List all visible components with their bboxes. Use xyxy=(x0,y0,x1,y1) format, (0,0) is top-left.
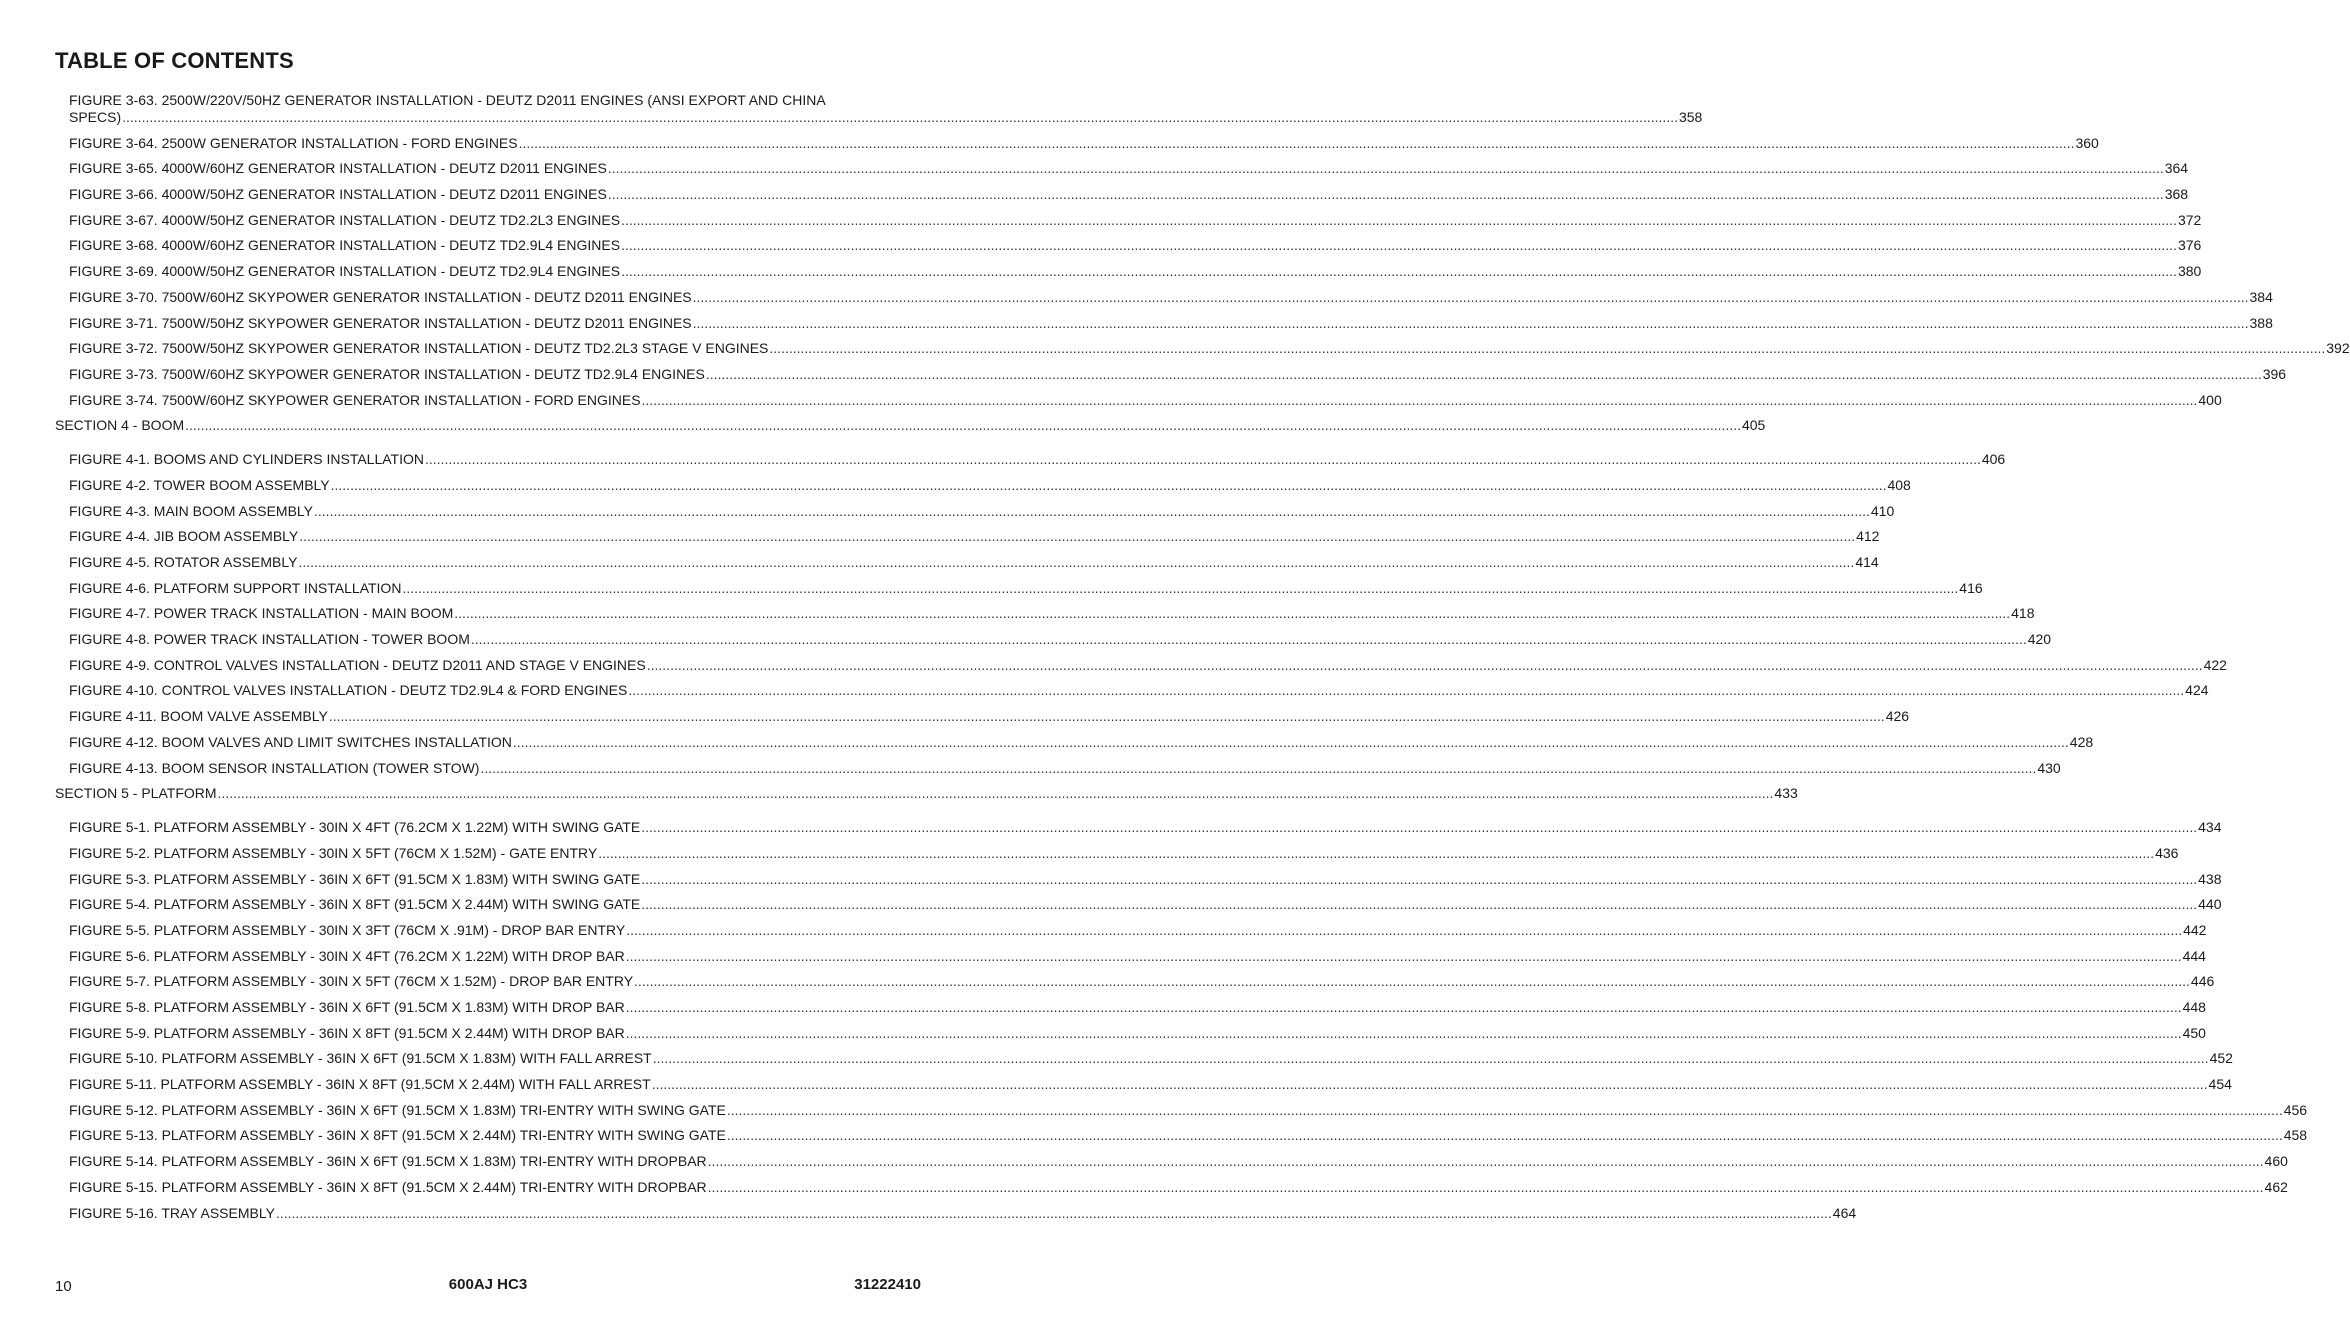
dot-leader: ................................................................................................................................................................................................................................................................................................................................................................................................................ xyxy=(705,365,2262,382)
toc-entry-page: 416 xyxy=(1959,579,1983,596)
toc-entry[interactable] xyxy=(55,1042,2233,1068)
dot-leader: ................................................................................................................................................................................................................................................................................................................................................................................................................ xyxy=(518,134,2075,151)
dot-leader: ................................................................................................................................................................................................................................................................................................................................................................................................................ xyxy=(626,921,2183,938)
dot-leader: ................................................................................................................................................................................................................................................................................................................................................................................................................ xyxy=(646,656,2203,673)
toc-entry[interactable] xyxy=(55,862,2222,888)
toc-entry-title: FIGURE 5-13. PLATFORM ASSEMBLY - 36IN X 8FT (91.5CM X 2.44M) TRI-ENTRY WITH SWING GATE xyxy=(69,1127,726,1144)
toc-entry-title: FIGURE 3-73. 7500W/60HZ SKYPOWER GENERATOR INSTALLATION - DEUTZ TD2.9L4 ENGINES xyxy=(69,365,705,382)
toc-entry[interactable] xyxy=(55,520,1880,546)
dot-leader: ................................................................................................................................................................................................................................................................................................................................................................................................................ xyxy=(598,844,2155,861)
dot-leader: ................................................................................................................................................................................................................................................................................................................................................................................................................ xyxy=(621,237,2177,254)
toc-entry-page: 396 xyxy=(2262,365,2287,382)
dot-leader: ................................................................................................................................................................................................................................................................................................................................................................................................................ xyxy=(769,340,2326,357)
dot-leader: ................................................................................................................................................................................................................................................................................................................................................................................................................ xyxy=(652,1050,2209,1067)
toc-entry-title: FIGURE 3-71. 7500W/50HZ SKYPOWER GENERATOR INSTALLATION - DEUTZ D2011 ENGINES xyxy=(69,314,692,331)
toc-entry-page: 376 xyxy=(2177,237,2202,254)
toc-entry-page: 442 xyxy=(2183,921,2207,938)
toc-entry[interactable] xyxy=(55,306,2273,332)
dot-leader: ................................................................................................................................................................................................................................................................................................................................................................................................................ xyxy=(217,785,1774,801)
dot-leader: ................................................................................................................................................................................................................................................................................................................................................................................................................ xyxy=(607,186,2164,203)
dot-leader: ................................................................................................................................................................................................................................................................................................................................................................................................................ xyxy=(625,1024,2182,1041)
toc-entry[interactable] xyxy=(55,1144,2288,1170)
toc-entry[interactable] xyxy=(55,751,2061,777)
table-of-contents xyxy=(55,90,2350,1222)
toc-entry[interactable] xyxy=(55,913,2207,939)
toc-entry-page: 364 xyxy=(2164,160,2189,177)
dot-leader: ................................................................................................................................................................................................................................................................................................................................................................................................................ xyxy=(707,1153,2264,1170)
toc-entry-title: FIGURE 5-5. PLATFORM ASSEMBLY - 30IN X 3FT (76CM X .91M) - DROP BAR ENTRY xyxy=(69,921,626,938)
toc-entry[interactable] xyxy=(55,1093,2308,1119)
toc-entry-page: 424 xyxy=(2185,682,2209,699)
dot-leader: ................................................................................................................................................................................................................................................................................................................................................................................................................ xyxy=(641,819,2198,836)
toc-entry-title: FIGURE 5-2. PLATFORM ASSEMBLY - 30IN X 5FT (76CM X 1.52M) - GATE ENTRY xyxy=(69,844,598,861)
toc-entry-page: 388 xyxy=(2249,314,2273,331)
toc-entry-title: FIGURE 4-13. BOOM SENSOR INSTALLATION (TOWER STOW) xyxy=(69,759,480,776)
dot-leader: ................................................................................................................................................................................................................................................................................................................................................................................................................ xyxy=(607,160,2164,177)
toc-entry[interactable] xyxy=(55,443,2006,469)
toc-entry[interactable] xyxy=(55,725,2094,751)
toc-entry[interactable] xyxy=(55,1067,2232,1093)
toc-entry-page: 450 xyxy=(2182,1024,2206,1041)
toc-entry-page: 422 xyxy=(2203,656,2227,673)
toc-entry-figure-3-63[interactable] xyxy=(55,90,1703,126)
toc-entry-title: FIGURE 3-68. 4000W/60HZ GENERATOR INSTALLATION - DEUTZ TD2.9L4 ENGINES xyxy=(69,237,621,254)
toc-entry[interactable] xyxy=(55,1170,2288,1196)
dot-leader: ................................................................................................................................................................................................................................................................................................................................................................................................................ xyxy=(726,1127,2283,1144)
toc-entry-page: 372 xyxy=(2177,211,2202,228)
toc-entry[interactable] xyxy=(55,597,2035,623)
toc-entry-page: 405 xyxy=(1741,417,1766,434)
toc-entry-title: FIGURE 3-70. 7500W/60HZ SKYPOWER GENERATOR INSTALLATION - DEUTZ D2011 ENGINES xyxy=(69,288,692,305)
dot-leader: ................................................................................................................................................................................................................................................................................................................................................................................................................ xyxy=(726,1101,2283,1118)
dot-leader: ................................................................................................................................................................................................................................................................................................................................................................................................................ xyxy=(330,476,1887,493)
toc-entry-page: 408 xyxy=(1887,476,1911,493)
toc-entry-title: FIGURE 5-15. PLATFORM ASSEMBLY - 36IN X 8FT (91.5CM X 2.44M) TRI-ENTRY WITH DROPBAR xyxy=(69,1178,707,1195)
toc-entry[interactable] xyxy=(55,254,2202,280)
page-footer xyxy=(55,1276,921,1296)
toc-entry-page: 464 xyxy=(1832,1204,1857,1221)
toc-entry-title: FIGURE 4-7. POWER TRACK INSTALLATION - MAIN BOOM xyxy=(69,605,454,622)
dot-leader: ................................................................................................................................................................................................................................................................................................................................................................................................................ xyxy=(621,263,2177,280)
dot-leader: ................................................................................................................................................................................................................................................................................................................................................................................................................ xyxy=(480,759,2037,776)
toc-entry[interactable] xyxy=(55,1196,1857,1222)
dot-leader: ................................................................................................................................................................................................................................................................................................................................................................................................................ xyxy=(625,999,2182,1015)
toc-entry-page: 384 xyxy=(2249,288,2273,305)
toc-entry-title: FIGURE 4-9. CONTROL VALVES INSTALLATION - DEUTZ D2011 AND STAGE V ENGINES xyxy=(69,656,646,673)
dot-leader: ................................................................................................................................................................................................................................................................................................................................................................................................................ xyxy=(692,314,2249,331)
toc-entry-page: 462 xyxy=(2264,1178,2288,1195)
toc-entry[interactable] xyxy=(55,1119,2308,1145)
toc-entry-page: 440 xyxy=(2198,896,2222,913)
toc-entry[interactable] xyxy=(55,494,1895,520)
toc-entry-title-continued: SPECS) xyxy=(69,109,122,125)
dot-leader: ................................................................................................................................................................................................................................................................................................................................................................................................................ xyxy=(454,605,2011,622)
dot-leader: ................................................................................................................................................................................................................................................................................................................................................................................................................ xyxy=(185,417,1741,434)
toc-entry-page: 456 xyxy=(2283,1101,2308,1118)
toc-entry[interactable] xyxy=(55,888,2222,914)
toc-entry-title: FIGURE 3-72. 7500W/50HZ SKYPOWER GENERATOR INSTALLATION - DEUTZ TD2.2L3 STAGE V ENGINES xyxy=(69,340,769,357)
toc-entry[interactable] xyxy=(55,357,2287,383)
toc-entry-title: FIGURE 4-2. TOWER BOOM ASSEMBLY xyxy=(69,476,330,493)
page-title: TABLE OF CONTENTS xyxy=(55,48,294,73)
toc-entry[interactable] xyxy=(55,229,2202,255)
toc-entry-title: FIGURE 5-3. PLATFORM ASSEMBLY - 36IN X 6FT (91.5CM X 1.83M) WITH SWING GATE xyxy=(69,870,641,887)
toc-entry-page: 420 xyxy=(2027,631,2052,648)
footer-model: 600AJ HC3 xyxy=(448,1276,528,1293)
footer-page-number: 10 xyxy=(55,1278,72,1295)
toc-entry[interactable] xyxy=(55,383,2222,409)
toc-entry-title: FIGURE 4-4. JIB BOOM ASSEMBLY xyxy=(69,528,299,545)
toc-entry-page: 454 xyxy=(2208,1076,2232,1093)
toc-entry-title: SECTION 5 - PLATFORM xyxy=(55,785,217,801)
dot-leader: ................................................................................................................................................................................................................................................................................................................................................................................................................ xyxy=(299,528,1856,545)
toc-section-entry[interactable] xyxy=(55,409,1766,443)
toc-entry-page: 410 xyxy=(1870,502,1895,519)
toc-entry-page: 360 xyxy=(2075,134,2099,151)
toc-entry-page: 444 xyxy=(2182,947,2206,964)
toc-entry-title: FIGURE 5-1. PLATFORM ASSEMBLY - 30IN X 4FT (76.2CM X 1.22M) WITH SWING GATE xyxy=(69,819,641,836)
dot-leader: ................................................................................................................................................................................................................................................................................................................................................................................................................ xyxy=(402,579,1959,596)
dot-leader: ................................................................................................................................................................................................................................................................................................................................................................................................................ xyxy=(425,451,1981,468)
toc-entry-title: FIGURE 5-9. PLATFORM ASSEMBLY - 36IN X 8FT (91.5CM X 2.44M) WITH DROP BAR xyxy=(69,1024,625,1041)
toc-entry[interactable] xyxy=(55,1016,2206,1042)
dot-leader: ................................................................................................................................................................................................................................................................................................................................................................................................................ xyxy=(625,947,2182,964)
toc-entry[interactable] xyxy=(55,152,2189,178)
toc-entry-page: 448 xyxy=(2182,999,2206,1015)
toc-entry-page: 380 xyxy=(2177,263,2202,280)
toc-entry-page: 358 xyxy=(1678,109,1703,125)
toc-entry-title: FIGURE 5-12. PLATFORM ASSEMBLY - 36IN X 6FT (91.5CM X 1.83M) TRI-ENTRY WITH SWING GATE xyxy=(69,1101,726,1118)
toc-entry-title: FIGURE 5-7. PLATFORM ASSEMBLY - 30IN X 5FT (76CM X 1.52M) - DROP BAR ENTRY xyxy=(69,973,634,990)
dot-leader: ................................................................................................................................................................................................................................................................................................................................................................................................................ xyxy=(707,1178,2264,1195)
dot-leader: ................................................................................................................................................................................................................................................................................................................................................................................................................ xyxy=(328,708,1885,725)
toc-entry[interactable] xyxy=(55,836,2179,862)
toc-entry-title: SECTION 4 - BOOM xyxy=(55,417,185,434)
dot-leader: ................................................................................................................................................................................................................................................................................................................................................................................................................ xyxy=(692,288,2249,305)
toc-entry-page: 412 xyxy=(1856,528,1880,545)
toc-entry-page: 438 xyxy=(2198,870,2222,887)
toc-entry-title: FIGURE 4-11. BOOM VALVE ASSEMBLY xyxy=(69,708,328,725)
toc-entry-title: FIGURE 5-10. PLATFORM ASSEMBLY - 36IN X 6FT (91.5CM X 1.83M) WITH FALL ARREST xyxy=(69,1050,652,1067)
toc-entry-title: FIGURE 4-8. POWER TRACK INSTALLATION - TOWER BOOM xyxy=(69,631,470,648)
toc-entry-title: FIGURE 5-8. PLATFORM ASSEMBLY - 36IN X 6FT (91.5CM X 1.83M) WITH DROP BAR xyxy=(69,999,625,1015)
dot-leader: ................................................................................................................................................................................................................................................................................................................................................................................................................ xyxy=(651,1076,2208,1093)
toc-entry[interactable] xyxy=(55,990,2206,1016)
dot-leader: ................................................................................................................................................................................................................................................................................................................................................................................................................ xyxy=(628,682,2185,699)
toc-entry-title: FIGURE 4-10. CONTROL VALVES INSTALLATION - DEUTZ TD2.9L4 & FORD ENGINES xyxy=(69,682,628,699)
toc-entry[interactable] xyxy=(55,648,2227,674)
toc-entry-title: FIGURE 3-66. 4000W/50HZ GENERATOR INSTALLATION - DEUTZ D2011 ENGINES xyxy=(69,186,607,203)
toc-entry-page: 452 xyxy=(2209,1050,2233,1067)
toc-entry[interactable] xyxy=(55,699,1910,725)
dot-leader: ................................................................................................................................................................................................................................................................................................................................................................................................................ xyxy=(641,870,2198,887)
toc-entry-title: FIGURE 3-69. 4000W/50HZ GENERATOR INSTALLATION - DEUTZ TD2.9L4 ENGINES xyxy=(69,263,621,280)
toc-entry[interactable] xyxy=(55,545,1879,571)
toc-entry[interactable] xyxy=(55,939,2206,965)
toc-entry-title: FIGURE 4-6. PLATFORM SUPPORT INSTALLATION xyxy=(69,579,402,596)
toc-entry-title: FIGURE 5-6. PLATFORM ASSEMBLY - 30IN X 4FT (76.2CM X 1.22M) WITH DROP BAR xyxy=(69,947,625,964)
toc-entry-page: 460 xyxy=(2264,1153,2288,1170)
toc-entry[interactable] xyxy=(55,468,1911,494)
toc-entry-page: 434 xyxy=(2198,819,2222,836)
dot-leader: ................................................................................................................................................................................................................................................................................................................................................................................................................ xyxy=(470,631,2027,648)
toc-entry-title: FIGURE 5-4. PLATFORM ASSEMBLY - 36IN X 8FT (91.5CM X 2.44M) WITH SWING GATE xyxy=(69,896,641,913)
toc-entry-title: FIGURE 3-64. 2500W GENERATOR INSTALLATION - FORD ENGINES xyxy=(69,134,518,151)
toc-entry-page: 426 xyxy=(1885,708,1910,725)
toc-section-entry[interactable] xyxy=(55,777,1798,811)
toc-entry[interactable] xyxy=(55,622,2052,648)
toc-entry-title: FIGURE 5-14. PLATFORM ASSEMBLY - 36IN X 6FT (91.5CM X 1.83M) TRI-ENTRY WITH DROPBAR xyxy=(69,1153,707,1170)
toc-entry-title: FIGURE 5-16. TRAY ASSEMBLY xyxy=(69,1204,275,1221)
toc-entry[interactable] xyxy=(55,280,2273,306)
toc-entry-page: 428 xyxy=(2069,733,2094,750)
dot-leader: ................................................................................................................................................................................................................................................................................................................................................................................................................ xyxy=(275,1204,1832,1221)
toc-entry[interactable] xyxy=(55,811,2222,837)
toc-entry-page: 418 xyxy=(2011,605,2035,622)
toc-entry[interactable] xyxy=(55,674,2209,700)
toc-entry-page: 430 xyxy=(2037,759,2061,776)
dot-leader: ................................................................................................................................................................................................................................................................................................................................................................................................................ xyxy=(314,502,1870,519)
toc-entry-page: 436 xyxy=(2155,844,2179,861)
toc-entry-page: 400 xyxy=(2198,391,2222,408)
toc-entry-page: 446 xyxy=(2190,973,2215,990)
dot-leader: ................................................................................................................................................................................................................................................................................................................................................................................................................ xyxy=(641,896,2198,913)
dot-leader: ................................................................................................................................................................................................................................................................................................................................................................................................................ xyxy=(621,211,2177,228)
toc-entry-page: 406 xyxy=(1981,451,2006,468)
toc-entry[interactable] xyxy=(55,177,2189,203)
toc-entry-title: FIGURE 3-67. 4000W/50HZ GENERATOR INSTALLATION - DEUTZ TD2.2L3 ENGINES xyxy=(69,211,621,228)
toc-entry[interactable] xyxy=(55,332,2350,358)
dot-leader: ................................................................................................................................................................................................................................................................................................................................................................................................................ xyxy=(634,973,2190,990)
toc-entry-page: 458 xyxy=(2283,1127,2308,1144)
dot-leader: ................................................................................................................................................................................................................................................................................................................................................................................................................ xyxy=(512,733,2069,750)
dot-leader: ................................................................................................................................................................................................................................................................................................................................................................................................................ xyxy=(641,391,2198,408)
toc-entry-title: FIGURE 4-5. ROTATOR ASSEMBLY xyxy=(69,554,298,570)
toc-entry-page: 433 xyxy=(1774,785,1798,801)
toc-entry-page: 414 xyxy=(1855,554,1879,570)
toc-entry[interactable] xyxy=(55,203,2202,229)
toc-entry-title: FIGURE 4-3. MAIN BOOM ASSEMBLY xyxy=(69,502,314,519)
toc-entry-page: 392 xyxy=(2326,340,2350,357)
toc-entry-title: FIGURE 3-65. 4000W/60HZ GENERATOR INSTALLATION - DEUTZ D2011 ENGINES xyxy=(69,160,607,177)
toc-entry[interactable] xyxy=(55,571,1983,597)
toc-entry-title: FIGURE 3-74. 7500W/60HZ SKYPOWER GENERATOR INSTALLATION - FORD ENGINES xyxy=(69,391,641,408)
footer-doc-number: 31222410 xyxy=(854,1276,921,1293)
toc-entry-title: FIGURE 4-1. BOOMS AND CYLINDERS INSTALLATION xyxy=(69,451,424,468)
dot-leader: ................................................................................................................................................................................................................................................................................................................................................................................................................ xyxy=(122,109,1678,125)
toc-entry-title: FIGURE 4-12. BOOM VALVES AND LIMIT SWITCHES INSTALLATION xyxy=(69,733,512,750)
toc-entry-title: FIGURE 3-63. 2500W/220V/50HZ GENERATOR INSTALLATION - DEUTZ D2011 ENGINES (ANSI EXPORT AND CHINA xyxy=(69,92,826,108)
toc-entry-title: FIGURE 5-11. PLATFORM ASSEMBLY - 36IN X 8FT (91.5CM X 2.44M) WITH FALL ARREST xyxy=(69,1076,651,1093)
toc-entry-list xyxy=(55,126,2350,1222)
toc-entry[interactable] xyxy=(55,965,2215,991)
toc-entry-page: 368 xyxy=(2164,186,2189,203)
dot-leader: ................................................................................................................................................................................................................................................................................................................................................................................................................ xyxy=(298,554,1855,570)
toc-entry[interactable] xyxy=(55,126,2099,152)
